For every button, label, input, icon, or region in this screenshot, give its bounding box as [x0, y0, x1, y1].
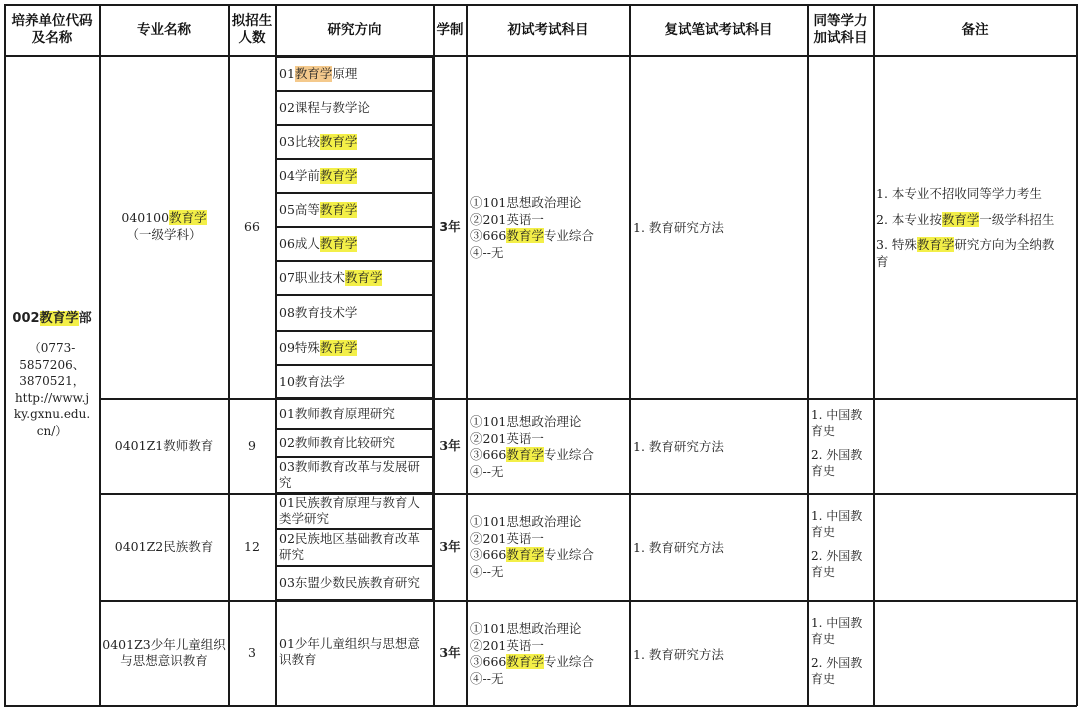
- direction-item: 01 教育学 原理: [279, 66, 358, 81]
- direction-item: 02民族地区基础教育改革 研究: [279, 531, 420, 562]
- duration-0401Z3: 3年: [439, 644, 461, 660]
- major-040100: 040100教育学 （一级学科）: [121, 210, 207, 242]
- equiv-0401Z3: 1. 中国教 育史 2. 外国教 育史: [811, 616, 863, 686]
- direction-item: 09特殊 教育学: [279, 340, 358, 355]
- direction-item: 01少年儿童组织与思想意 识教育: [279, 636, 420, 667]
- direction-item: 03教师教育改革与发展研 究: [279, 459, 420, 490]
- quota-0401Z2: 12: [244, 538, 260, 554]
- direction-item: 03比较 教育学: [279, 134, 358, 149]
- direction-item: 02教师教育比较研究: [279, 435, 395, 450]
- unit-cell: [5, 310, 99, 439]
- major-0401Z1: 0401Z1教师教育: [114, 437, 214, 453]
- header-direction: 研究方向: [327, 21, 382, 38]
- direction-item: 08教育技术学: [279, 305, 358, 320]
- quota-0401Z1: 9: [248, 437, 256, 453]
- direction-item: 05高等 教育学: [279, 202, 358, 217]
- quota-0401Z3: 3: [248, 644, 256, 660]
- header-major: 专业名称: [137, 21, 191, 38]
- prelim-040100: ①101思想政治理论 ②201英语一 ③666教育学专业综合 ④--无: [470, 195, 594, 260]
- direction-item: 10教育法学: [279, 373, 345, 389]
- header-quota: 拟招生 人数: [231, 13, 273, 46]
- retest-0401Z3: 1. 教育研究方法: [633, 647, 724, 662]
- unit-contact: （0773- 5857206、 3870521， http://www.j ky.gxnu.edu. cn/）: [13, 341, 91, 438]
- prelim-0401Z1: ①101思想政治理论 ②201英语一 ③666教育学专业综合 ④--无: [470, 414, 594, 479]
- duration-040100: 3年: [439, 219, 461, 235]
- header-unit: 培养单位代码 及名称: [11, 13, 93, 46]
- retest-0401Z1: 1. 教育研究方法: [633, 439, 724, 454]
- quota-040100: 66: [244, 219, 260, 235]
- prelim-0401Z2: ①101思想政治理论 ②201英语一 ③666教育学专业综合 ④--无: [470, 514, 594, 579]
- direction-item: 03东盟少数民族教育研究: [279, 575, 420, 590]
- direction-item: 07职业技术 教育学: [279, 270, 383, 285]
- prelim-0401Z3: ①101思想政治理论 ②201英语一 ③666教育学专业综合 ④--无: [470, 621, 594, 686]
- direction-item: 06成人 教育学: [279, 236, 358, 251]
- unit-name: 002教育学部: [12, 311, 92, 326]
- header-equiv: 同等学力 加试科目: [813, 13, 868, 46]
- direction-item: 01教师教育原理研究: [279, 406, 395, 421]
- direction-item: 01民族教育原理与教育人 类学研究: [279, 495, 420, 526]
- duration-0401Z2: 3年: [439, 538, 461, 554]
- retest-040100: 1. 教育研究方法: [633, 220, 724, 235]
- duration-0401Z1: 3年: [439, 437, 461, 453]
- header-notes: 备注: [961, 21, 989, 38]
- retest-0401Z2: 1. 教育研究方法: [633, 540, 724, 555]
- equiv-0401Z1: 1. 中国教 育史 2. 外国教 育史: [811, 408, 863, 478]
- major-0401Z3: 0401Z3少年儿童组织 与思想意识教育: [102, 636, 226, 668]
- header-prelim: 初试考试科目: [507, 21, 589, 38]
- direction-item: 04学前 教育学: [279, 168, 358, 183]
- header-retest: 复试笔试考试科目: [664, 21, 773, 38]
- header-duration: 学制: [436, 21, 464, 38]
- major-0401Z2: 0401Z2民族教育: [114, 538, 214, 554]
- direction-item: 02课程与教学论: [279, 100, 370, 115]
- notes-040100: 1. 本专业不招收同等学力考生 2. 本专业按教育学一级学科招生 3. 特殊教育学研究方向为全纳教 育: [876, 186, 1055, 269]
- equiv-0401Z2: 1. 中国教 育史 2. 外国教 育史: [811, 509, 863, 579]
